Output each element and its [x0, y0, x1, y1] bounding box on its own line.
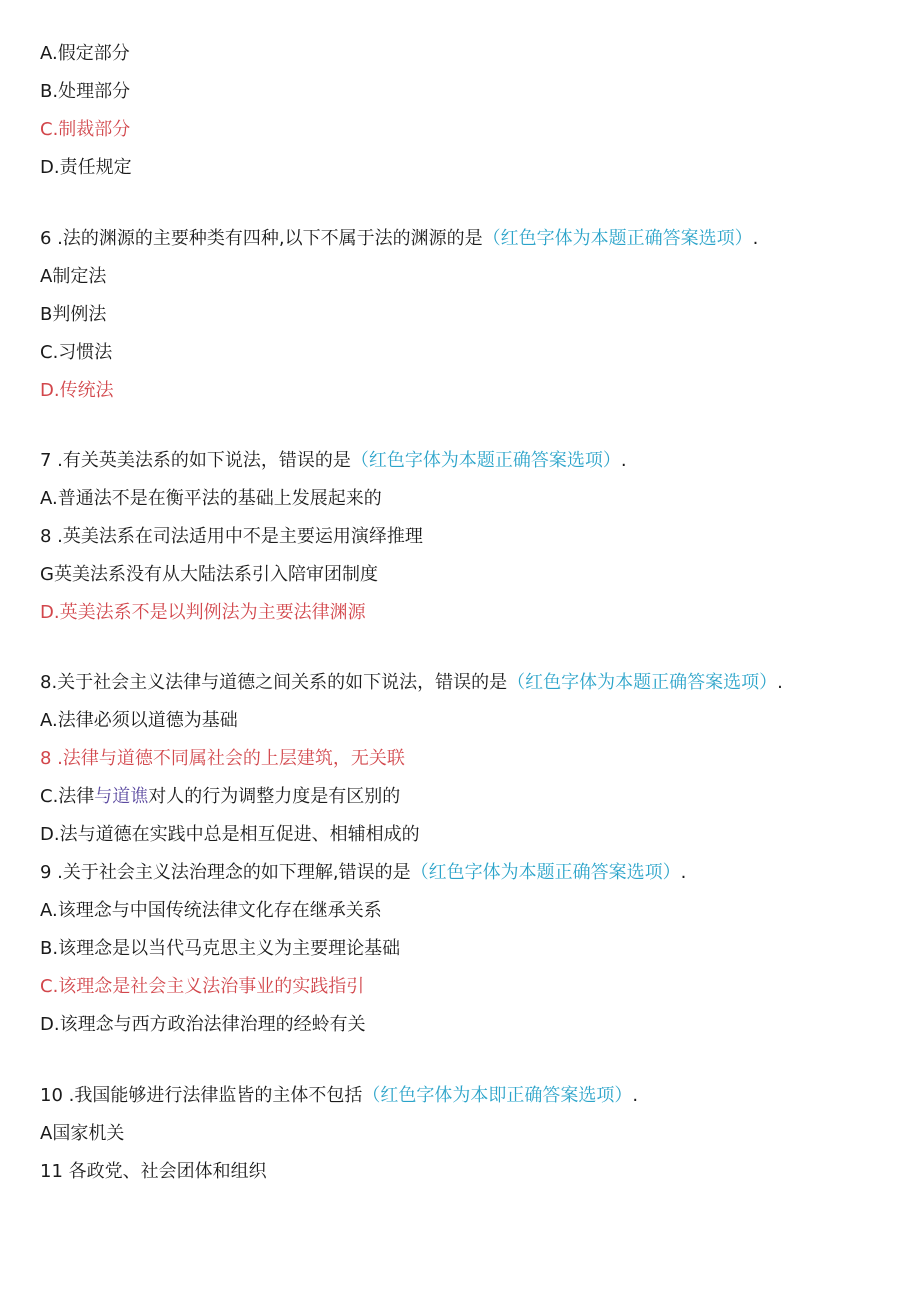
q8-end: .	[777, 672, 783, 693]
q8-hint: （红色字体为本题正确答案选项）	[507, 672, 778, 693]
q7-option-d-correct: D.英美法系不是以判例法为主要法律渊源	[40, 602, 366, 623]
q7-end: .	[620, 450, 627, 471]
q6-question	[40, 227, 758, 251]
q7-hint: （红色字体为本题正确答案选项）	[350, 450, 621, 471]
q9-end: .	[680, 862, 687, 883]
q10-hint: （红色字体为本即正确答案选项）	[362, 1085, 633, 1106]
q6-stem: .法的渊源的主要种类有四种,以下不属于法的渊源的是	[51, 228, 483, 249]
q9-question	[40, 861, 686, 885]
q8-question	[40, 671, 783, 695]
q8-option-a: A.法律必须以道德为基础	[40, 710, 238, 731]
q7-question	[40, 449, 627, 473]
q10-option-a: A国家机关	[40, 1123, 125, 1144]
q7-option-a: A.普通法不是在衡平法的基础上发展起来的	[40, 488, 382, 509]
q9-option-d: D.该理念与西方政治法律治理的经蛉有关	[40, 1014, 366, 1035]
q9-option-b: B.该理念是以当代马克思主义为主要理论基础	[40, 938, 401, 959]
q6-end: .	[752, 228, 759, 249]
q8-option-c-mid: 与道谯	[94, 786, 149, 807]
q6-option-b: B判例法	[40, 304, 107, 325]
q5-option-a: A.假定部分	[40, 43, 130, 64]
q7-number: 7	[40, 450, 52, 471]
q6-option-c: C.习惯法	[40, 342, 113, 363]
q6-option-d-correct: D.传统法	[40, 380, 114, 401]
q8-stem: 8.关于社会主义法律与道德之间关系的如下说法，错误的是	[40, 672, 508, 693]
q6-number: 6	[40, 228, 52, 249]
q10-end: .	[632, 1085, 639, 1106]
q9-option-c-correct: C.该理念是社会主义法治事业的实践指引	[40, 976, 365, 997]
q9-option-a: A.该理念与中国传统法律文化存在继承关系	[40, 900, 382, 921]
q5-option-b: B.处理部分	[40, 81, 131, 102]
q10-question	[40, 1084, 638, 1108]
q9-number: 9	[40, 862, 52, 883]
q5-option-d: D.责任规定	[40, 157, 132, 178]
q6-option-a: A制定法	[40, 266, 107, 287]
q8-option-b-correct: 8 .法律与道德不同属社会的上层建筑，无关联	[40, 748, 405, 769]
q10-stem: .我国能够进行法律监皆的主体不包括	[62, 1085, 363, 1106]
q10-option-b: 11 各政党、社会团体和组织	[40, 1161, 267, 1182]
q6-hint: （红色字体为本题正确答案选项）	[482, 228, 753, 249]
q7-stem: .有关英美法系的如下说法，错误的是	[51, 450, 351, 471]
q8-option-d: D.法与道德在实践中总是相互促进、相辅相成的	[40, 824, 420, 845]
q5-option-c-correct: C.制裁部分	[40, 119, 131, 140]
q8-option-c-post: 对人的行为调整力度是有区别的	[148, 786, 401, 807]
q8-option-c-pre: C.法律	[40, 786, 95, 807]
q9-hint: （红色字体为本题正确答案选项）	[410, 862, 681, 883]
q9-stem: .关于社会主义法治理念的如下理解,错误的是	[51, 862, 411, 883]
q7-option-b: 8 .英美法系在司法适用中不是主要运用演绎推理	[40, 526, 423, 547]
q7-option-c: G英美法系没有从大陆法系引入陪审团制度	[40, 564, 378, 585]
q10-number: 10	[40, 1085, 63, 1106]
q8-option-c	[40, 785, 400, 809]
